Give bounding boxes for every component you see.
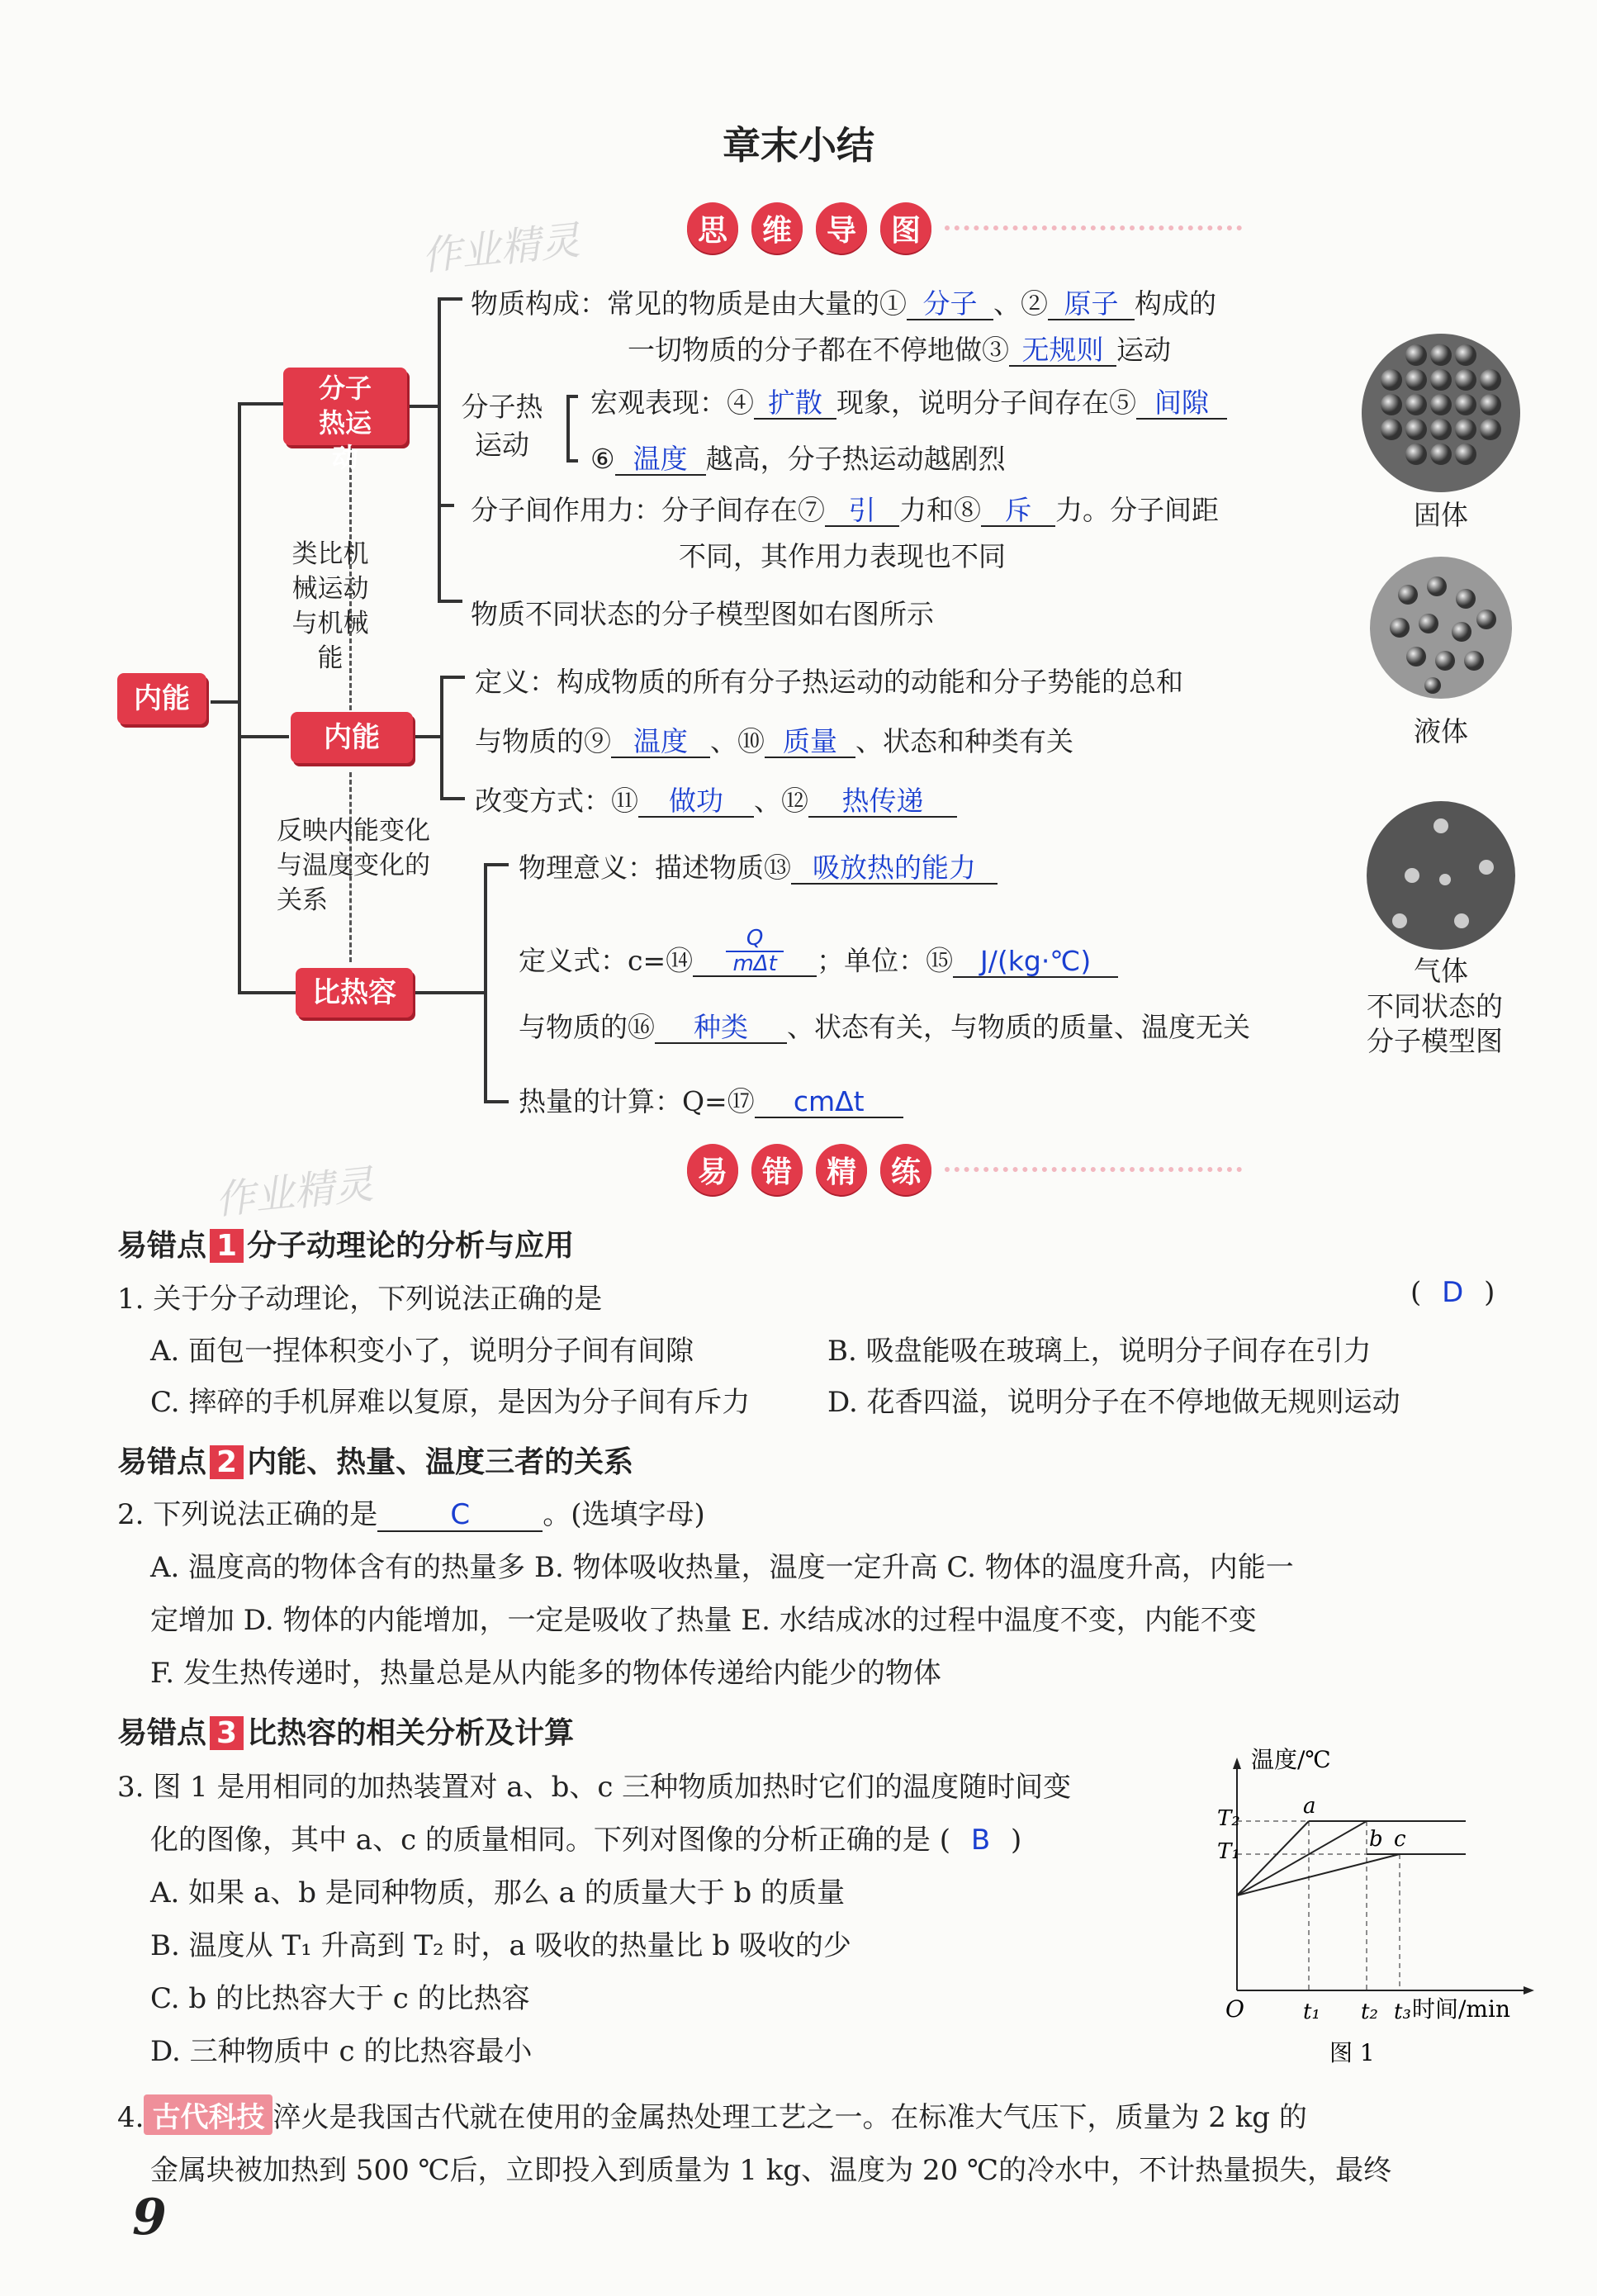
row-force <box>471 489 1219 528</box>
mindmap-banner <box>687 202 1242 254</box>
q2-answer: C <box>377 1500 543 1532</box>
connector <box>238 735 289 738</box>
connector <box>238 991 296 994</box>
q1-answer: D <box>1442 1276 1464 1309</box>
text: 、状态和种类有关 <box>855 725 1073 757</box>
graph-xlabel: 时间/min <box>1412 1995 1510 2023</box>
node-internal-energy: 内能 <box>291 712 413 763</box>
q1-stem: 1. 关于分子动理论，下列说法正确的是 <box>117 1283 603 1316</box>
text: 一切物质的分子都在不停地做③ <box>628 334 1009 366</box>
blank-1: 分子 <box>907 289 993 320</box>
models-caption-1: 不同状态的 <box>1367 990 1503 1022</box>
text: 、⑫ <box>754 785 808 817</box>
blank-12: 热传递 <box>808 786 957 818</box>
solid-label: 固体 <box>1414 499 1468 531</box>
banner-char: 导 <box>816 202 867 254</box>
liquid-model-image <box>1367 553 1515 702</box>
graph-label-b: b <box>1369 1827 1383 1852</box>
q2-line-3: F. 发生热传递时，热量总是从内能多的物体传递给内能少的物体 <box>150 1657 941 1690</box>
text: 与物质的⑨ <box>475 725 611 757</box>
q3-line-2: 化的图像，其中 a、c 的质量相同。下列对图像的分析正确的是 ( B ) <box>150 1824 1022 1857</box>
blank-2: 原子 <box>1048 289 1135 320</box>
connector <box>440 676 465 679</box>
solid-model-image <box>1358 330 1524 496</box>
row-model: 物质不同状态的分子模型图如右图所示 <box>471 598 934 630</box>
fraction-num: Q <box>726 927 784 952</box>
banner-char: 错 <box>751 1144 803 1195</box>
q2-line-1: A. 温度高的物体含有的热量多 B. 物体吸收热量，温度一定升高 C. 物体的温度升高，内能一 <box>150 1551 1294 1584</box>
section-num: 2 <box>210 1445 244 1479</box>
graph-label-c: c <box>1394 1827 1406 1852</box>
section-title: 内能、热量、温度三者的关系 <box>247 1445 634 1479</box>
blank-9: 温度 <box>611 727 710 758</box>
text: 现象，说明分子间存在⑤ <box>836 387 1136 419</box>
blank-15: J/(kg·℃) <box>953 946 1118 978</box>
link-label-analogy: 类比机械运动与机械能 <box>291 539 369 673</box>
text: 热量的计算：Q=⑰ <box>519 1085 755 1117</box>
section-num: 1 <box>210 1229 244 1263</box>
x-axis-arrow <box>1524 1986 1534 1995</box>
connector <box>440 676 443 799</box>
text: 改变方式：⑪ <box>475 785 638 817</box>
connector <box>566 395 578 398</box>
section-prefix: 易错点 <box>117 1229 207 1263</box>
blank-17: cmΔt <box>755 1087 903 1118</box>
line-c-rise <box>1237 1854 1400 1895</box>
text: 力和⑧ <box>899 494 981 526</box>
text: 分子间作用力：分子间存在⑦ <box>471 494 825 526</box>
text: 、⑩ <box>710 725 765 757</box>
graph-t2: t₂ <box>1361 2000 1378 2024</box>
text: 构成的 <box>1135 287 1216 320</box>
q3-option-b: B. 温度从 T₁ 升高到 T₂ 时，a 吸收的热量比 b 吸收的少 <box>150 1929 851 1962</box>
blank-7: 引 <box>825 496 899 527</box>
text: 。(选填字母) <box>543 1498 705 1531</box>
text: 、状态有关，与物质的质量、温度无关 <box>787 1011 1250 1043</box>
connector <box>484 863 487 1103</box>
connector <box>438 297 462 301</box>
connector <box>566 459 578 463</box>
q3-option-d: D. 三种物质中 c 的比热容最小 <box>150 2035 533 2068</box>
q1-answer-slot: ( D ) <box>1410 1276 1495 1309</box>
models-caption-2: 分子模型图 <box>1367 1025 1503 1057</box>
fraction-den: mΔt <box>732 951 777 976</box>
q2-line-2: 定增加 D. 物体的内能增加，一定是吸收了热量 E. 水结成冰的过程中温度不变，内能不变 <box>150 1604 1257 1637</box>
text: ⑥ <box>590 443 615 475</box>
connector <box>238 402 283 406</box>
page-title: 章末小结 <box>723 123 874 168</box>
row-change <box>475 780 957 818</box>
row-force-2: 不同，其作用力表现也不同 <box>679 540 1006 572</box>
node-molecular-motion <box>283 368 407 473</box>
q4-number: 4. <box>117 2101 145 2134</box>
q3-option-a: A. 如果 a、b 是同种物质，那么 a 的质量大于 b 的质量 <box>150 1876 846 1909</box>
text: 淬火是我国古代就在使用的金属热处理工艺之一。在标准大气压下，质量为 2 kg 的 <box>272 2101 1307 2134</box>
watermark: 作业精灵 <box>419 217 582 280</box>
connector <box>484 863 509 866</box>
banner-char: 练 <box>880 1144 931 1195</box>
blank-4: 扩散 <box>754 388 836 420</box>
line-a-rise <box>1237 1821 1309 1895</box>
blank-16: 种类 <box>655 1013 787 1044</box>
link-label-reflect: 反映内能变化与温度变化的关系 <box>277 816 430 915</box>
graph-caption: 图 1 <box>1329 2039 1375 2066</box>
q1-option-b: B. 吸盘能吸在玻璃上，说明分子间存在引力 <box>827 1335 1372 1368</box>
banner-char: 精 <box>816 1144 867 1195</box>
figure-1-graph <box>1214 1743 1536 2073</box>
section-title: 比热容的相关分析及计算 <box>247 1716 575 1750</box>
section-num: 3 <box>210 1716 244 1750</box>
q2-stem <box>117 1492 705 1532</box>
graph-ylabel: 温度/℃ <box>1251 1746 1331 1773</box>
gas-label: 气体 <box>1414 955 1468 987</box>
banner-divider <box>945 1167 1242 1172</box>
blank-5: 间隙 <box>1136 388 1227 420</box>
text: ；单位：⑮ <box>817 944 954 977</box>
q1-option-a: A. 面包一捏体积变小了，说明分子间有间隙 <box>150 1335 694 1368</box>
graph-t3: t₃ <box>1394 2000 1411 2024</box>
banner-divider <box>945 225 1242 230</box>
row-macro <box>590 382 1227 420</box>
section-prefix: 易错点 <box>117 1445 207 1479</box>
blank-6: 温度 <box>615 444 706 476</box>
connector <box>238 402 241 993</box>
banner-char: 维 <box>751 202 803 254</box>
row-kind <box>519 1006 1250 1045</box>
text: 越高，分子热运动越剧烈 <box>705 443 1006 475</box>
blank-8: 斥 <box>981 496 1055 527</box>
graph-T1: T₁ <box>1217 1839 1240 1864</box>
text: 物质构成：常见的物质是由大量的① <box>471 287 907 320</box>
section-heading-1 <box>117 1222 574 1264</box>
row-related <box>475 720 1073 759</box>
connector <box>211 700 239 704</box>
watermark: 作业精灵 <box>213 1161 376 1224</box>
blank-10: 质量 <box>765 727 855 758</box>
section-title: 分子动理论的分析与应用 <box>247 1229 575 1263</box>
liquid-label: 液体 <box>1414 715 1468 747</box>
text: 物理意义：描述物质⑬ <box>519 852 791 884</box>
gas-model-image <box>1362 797 1519 954</box>
connector <box>566 395 570 463</box>
connector <box>438 297 441 603</box>
connector <box>413 735 442 738</box>
text: 与物质的⑯ <box>519 1011 655 1043</box>
text: 力。分子间距 <box>1055 494 1219 526</box>
graph-t1: t₁ <box>1303 2000 1320 2024</box>
practice-banner <box>687 1144 1242 1195</box>
connector <box>438 504 454 507</box>
section-heading-2 <box>117 1439 633 1481</box>
row-matter-composition <box>471 282 1216 321</box>
text: 2. 下列说法正确的是 <box>117 1498 378 1531</box>
blank-14 <box>693 927 817 977</box>
q1-option-c: C. 摔碎的手机屏难以复原，是因为分子间有斥力 <box>150 1386 751 1419</box>
row-formula <box>519 927 1118 979</box>
page-number: 9 <box>132 2189 167 2246</box>
q4-line-2: 金属块被加热到 500 ℃后，立即投入到质量为 1 kg、温度为 20 ℃的冷水中，不计热量损失，最终 <box>150 2154 1392 2187</box>
text: 定义式：c=⑭ <box>519 944 694 977</box>
y-axis-arrow <box>1233 1758 1241 1769</box>
node-specific-heat: 比热容 <box>296 968 413 1018</box>
graph-label-a: a <box>1303 1794 1316 1819</box>
banner-char: 易 <box>687 1144 738 1195</box>
graph-origin: O <box>1225 1995 1244 2023</box>
q4-line-1 <box>117 2094 1307 2135</box>
connector <box>407 405 440 408</box>
connector <box>413 991 486 994</box>
banner-char: 思 <box>687 202 738 254</box>
blank-11: 做功 <box>638 786 754 818</box>
text: 、② <box>993 287 1048 320</box>
blank-13: 吸放热的能力 <box>791 853 998 885</box>
q3-line-1: 3. 图 1 是用相同的加热装置对 a、b、c 三种物质加热时它们的温度随时间变 <box>117 1771 1072 1804</box>
line-b-rise <box>1237 1821 1367 1895</box>
row-random-motion <box>628 329 1171 368</box>
text: 运动 <box>1116 334 1171 366</box>
sub-label: 分子热运动 <box>461 391 543 461</box>
node-label: 分子热运动 <box>318 372 372 473</box>
row-meaning <box>519 847 998 885</box>
q1-option-d: D. 花香四溢，说明分子在不停地做无规则运动 <box>827 1386 1400 1419</box>
graph-T2: T₂ <box>1217 1806 1240 1831</box>
connector <box>484 1100 509 1103</box>
section-prefix: 易错点 <box>117 1716 207 1750</box>
banner-char: 图 <box>880 202 931 254</box>
text: 宏观表现：④ <box>590 387 754 419</box>
connector <box>438 600 462 603</box>
q3-answer: B <box>970 1824 991 1857</box>
q3-option-c: C. b 的比热容大于 c 的比热容 <box>150 1982 530 2015</box>
row-temperature <box>590 438 1006 477</box>
q4-tag: 古代科技 <box>144 2094 272 2135</box>
root-node: 内能 <box>117 673 206 724</box>
text: 化的图像，其中 a、c 的质量相同。下列对图像的分析正确的是 <box>150 1824 931 1857</box>
section-heading-3 <box>117 1710 574 1752</box>
row-heat-calc <box>519 1080 903 1119</box>
connector <box>440 797 465 800</box>
blank-3: 无规则 <box>1009 335 1116 367</box>
row-definition: 定义：构成物质的所有分子热运动的动能和分子势能的总和 <box>475 666 1183 698</box>
